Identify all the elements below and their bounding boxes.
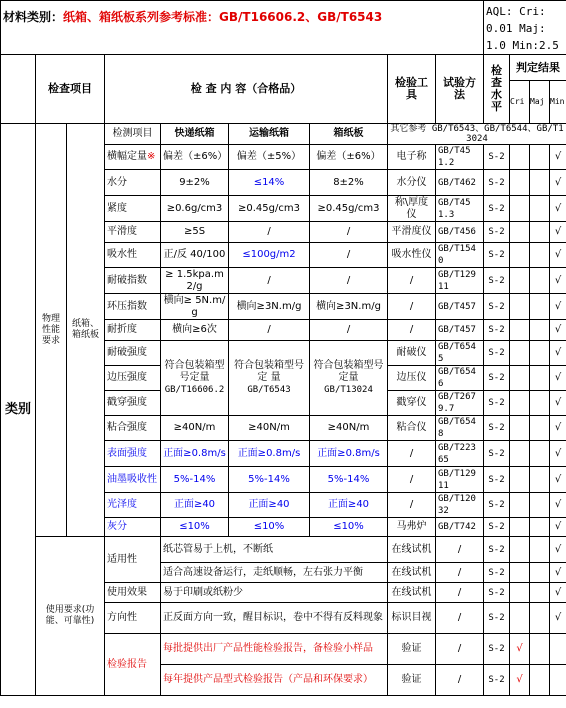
row-name — [105, 341, 161, 366]
spec-c: 正面≥0.8m/s — [310, 441, 388, 467]
min-check: √ — [550, 320, 566, 341]
row-name — [105, 170, 161, 196]
level: S-2 — [484, 603, 510, 634]
spec-c: 8±2% — [310, 170, 388, 196]
col-tool: 检验工具 — [388, 55, 436, 124]
row-name-text: 平滑度 — [107, 226, 137, 237]
maj-cell — [530, 441, 550, 467]
level: S-2 — [484, 537, 510, 563]
level: S-2 — [484, 243, 510, 268]
min-check — [550, 634, 566, 665]
usage-name: 使用效果 — [105, 583, 161, 603]
spec-b: / — [229, 268, 310, 294]
maj-cell — [530, 416, 550, 441]
min-check: √ — [550, 196, 566, 222]
tool: 水分仪 — [388, 170, 436, 196]
maj-cell — [530, 170, 550, 196]
cri-cell — [510, 170, 530, 196]
cri-cell — [510, 441, 530, 467]
col-method: 试验方法 — [436, 55, 484, 124]
level: S-2 — [484, 366, 510, 391]
usage-content: 适合高速设备运行，走纸顺畅，左右张力平衡 — [161, 563, 388, 583]
method: GB/T451.2 — [436, 145, 484, 170]
min-check: √ — [550, 341, 566, 366]
spec-b: ≤10% — [229, 518, 310, 537]
sub-a: 快递纸箱 — [161, 124, 229, 145]
spec-b: 正面≥0.8m/s — [229, 441, 310, 467]
method: GB/T457 — [436, 294, 484, 320]
level: S-2 — [484, 222, 510, 243]
maj-cell — [530, 634, 550, 665]
spec-b: ≤100g/m2 — [229, 243, 310, 268]
level: S-2 — [484, 563, 510, 583]
spec-text: 符合包装箱型号定量 — [164, 360, 225, 383]
method: GB/T12032 — [436, 493, 484, 518]
row-name-text: 灰分 — [107, 521, 127, 532]
col-item: 检查项目 — [36, 55, 105, 124]
col-level: 检查水平 — [484, 55, 510, 124]
spec-b: 偏差（±5%） — [229, 145, 310, 170]
sub-c: 箱纸板 — [310, 124, 388, 145]
row-name-text: 油墨吸收性 — [107, 473, 157, 485]
spec-a: 正/反 40/100 — [161, 243, 229, 268]
spec-c: ≤10% — [310, 518, 388, 537]
min-check: √ — [550, 416, 566, 441]
spec-c: 5%-14% — [310, 467, 388, 493]
cri-cell — [510, 416, 530, 441]
tool: 在线试机 — [388, 563, 436, 583]
method: GB/T6545 — [436, 341, 484, 366]
header-standard: 参考标准：GB/T16606.2、GB/T6543 — [159, 10, 383, 24]
usage-content: 正反面方向一致，醒目标识，卷中不得有反料现象 — [161, 603, 388, 634]
header-category: 纸箱、箱纸板系列 — [63, 10, 160, 24]
level: S-2 — [484, 416, 510, 441]
group-board: 纸箱、箱纸板 — [67, 124, 105, 537]
usage-name: 检验报告 — [105, 634, 161, 696]
spec-b: 横向≥3N.m/g — [229, 294, 310, 320]
min-check: √ — [550, 170, 566, 196]
tool: 吸水性仪 — [388, 243, 436, 268]
row-name-text: 粘合强度 — [107, 422, 147, 433]
category-blank — [1, 55, 36, 124]
method: / — [436, 583, 484, 603]
cri-cell — [510, 222, 530, 243]
method: / — [436, 563, 484, 583]
row-name-text: 紧度 — [107, 202, 127, 214]
method: GB/T457 — [436, 320, 484, 341]
row-name — [105, 222, 161, 243]
level: S-2 — [484, 196, 510, 222]
level: S-2 — [484, 170, 510, 196]
min-check: √ — [550, 391, 566, 416]
level: S-2 — [484, 467, 510, 493]
maj-cell — [530, 537, 550, 563]
maj-cell — [530, 268, 550, 294]
maj-cell — [530, 366, 550, 391]
sub-other: 其它参考 GB/T6543、GB/T6544、GB/T13024 — [388, 124, 566, 145]
col-cri: Cri — [510, 81, 530, 124]
spec-a: ≥0.6g/cm3 — [161, 196, 229, 222]
method: GB/T12911 — [436, 268, 484, 294]
spec-c: / — [310, 243, 388, 268]
header-title — [1, 1, 484, 55]
usage-content: 易于印刷或纸粉少 — [161, 583, 388, 603]
cri-cell — [510, 391, 530, 416]
maj-cell — [530, 603, 550, 634]
maj-cell — [530, 320, 550, 341]
level: S-2 — [484, 493, 510, 518]
usage-content: 每批提供出厂产品性能检验报告，备检验小样品 — [161, 634, 388, 665]
row-name — [105, 467, 161, 493]
method: / — [436, 603, 484, 634]
cri-cell — [510, 493, 530, 518]
usage-name: 适用性 — [105, 537, 161, 583]
row-name-text: 耐折度 — [107, 324, 137, 335]
spec-b: / — [229, 320, 310, 341]
cri-check — [510, 603, 530, 634]
cri-cell — [510, 366, 530, 391]
cri-check: √ — [510, 634, 530, 665]
row-name — [105, 268, 161, 294]
group-usage: 使用要求(功能、可靠性) — [36, 537, 105, 696]
spec-a: 正面≥0.8m/s — [161, 441, 229, 467]
spec-a: 横向≥ 5N.m/g — [161, 294, 229, 320]
min-check: √ — [550, 493, 566, 518]
tool: / — [388, 320, 436, 341]
min-check: √ — [550, 537, 566, 563]
level: S-2 — [484, 391, 510, 416]
row-name — [105, 493, 161, 518]
maj-cell — [530, 467, 550, 493]
min-check: √ — [550, 583, 566, 603]
method: GB/T6546 — [436, 366, 484, 391]
method: GB/T6548 — [436, 416, 484, 441]
category-label: 类别 — [1, 124, 36, 696]
maj-cell — [530, 243, 550, 268]
level: S-2 — [484, 294, 510, 320]
spec-c: 正面≥40 — [310, 493, 388, 518]
method: GB/T742 — [436, 518, 484, 537]
row-name-text: 吸水性 — [107, 249, 137, 260]
cri-cell — [510, 145, 530, 170]
spec-c: / — [310, 268, 388, 294]
tool: 在线试机 — [388, 537, 436, 563]
spec-a: ≥5S — [161, 222, 229, 243]
row-name — [105, 366, 161, 391]
min-check: √ — [550, 145, 566, 170]
spec-b: / — [229, 222, 310, 243]
row-name — [105, 391, 161, 416]
row-name — [105, 243, 161, 268]
tool: 标识目视 — [388, 603, 436, 634]
header-label: 材料类别： — [3, 10, 64, 24]
min-check: √ — [550, 268, 566, 294]
sub-item: 检测项目 — [105, 124, 161, 145]
min-check: √ — [550, 243, 566, 268]
level: S-2 — [484, 634, 510, 665]
maj-cell — [530, 391, 550, 416]
col-judge: 判定结果 — [510, 55, 566, 81]
tool: 边压仪 — [388, 366, 436, 391]
tool: / — [388, 493, 436, 518]
row-name-text: 水分 — [107, 176, 127, 188]
tool: 在线试机 — [388, 583, 436, 603]
method: GB/T1540 — [436, 243, 484, 268]
cri-cell — [510, 196, 530, 222]
col-content: 检 查 内 容（合格品） — [105, 55, 388, 124]
min-check: √ — [550, 294, 566, 320]
spec-c: / — [310, 222, 388, 243]
cri-check — [510, 583, 530, 603]
row-name-text: 表面强度 — [107, 447, 147, 459]
spec-std: GB/T6543 — [247, 385, 291, 395]
col-min: Min — [550, 81, 566, 124]
row-name — [105, 294, 161, 320]
maj-cell — [530, 294, 550, 320]
cri-check: √ — [510, 665, 530, 696]
level: S-2 — [484, 320, 510, 341]
row-name — [105, 145, 161, 170]
tool: 戳穿仪 — [388, 391, 436, 416]
cri-cell — [510, 341, 530, 366]
tool: / — [388, 294, 436, 320]
spec-std: GB/T16606.2 — [164, 385, 225, 395]
maj-cell — [530, 341, 550, 366]
maj-cell — [530, 145, 550, 170]
min-check: √ — [550, 366, 566, 391]
level: S-2 — [484, 665, 510, 696]
min-check — [550, 665, 566, 696]
row-name — [105, 416, 161, 441]
usage-content: 纸芯管易于上机，不断纸 — [161, 537, 388, 563]
cri-check — [510, 563, 530, 583]
row-name-text: 戳穿强度 — [107, 397, 147, 408]
row-name-text: 边压强度 — [107, 372, 147, 383]
tool: 电子称 — [388, 145, 436, 170]
spec-c: ≥0.45g/cm3 — [310, 196, 388, 222]
row-name-text: 光泽度 — [107, 499, 137, 510]
spec-a: 横向≥6次 — [161, 320, 229, 341]
method: / — [436, 665, 484, 696]
tool: 马弗炉 — [388, 518, 436, 537]
spec-b — [229, 341, 310, 416]
min-check: √ — [550, 603, 566, 634]
spec-a: 正面≥40 — [161, 493, 229, 518]
method: GB/T22365 — [436, 441, 484, 467]
level: S-2 — [484, 441, 510, 467]
spec-a: ≤10% — [161, 518, 229, 537]
level: S-2 — [484, 583, 510, 603]
cri-cell — [510, 320, 530, 341]
spec-a: ≥ 1.5kpa.m2/g — [161, 268, 229, 294]
spec-a: 5%-14% — [161, 467, 229, 493]
spec-c: 横向≥3N.m/g — [310, 294, 388, 320]
tool: / — [388, 467, 436, 493]
min-check: √ — [550, 441, 566, 467]
row-name — [105, 196, 161, 222]
spec-b: ≥40N/m — [229, 416, 310, 441]
cri-cell — [510, 518, 530, 537]
method: / — [436, 537, 484, 563]
spec-a: 9±2% — [161, 170, 229, 196]
tool: 称\厚度仪 — [388, 196, 436, 222]
row-name-text: 耐破强度 — [107, 347, 147, 358]
usage-content: 每年提供产品型式检验报告（产品和环保要求） — [161, 665, 388, 696]
spec-b: ≤14% — [229, 170, 310, 196]
maj-cell — [530, 518, 550, 537]
cri-cell — [510, 268, 530, 294]
col-maj: Maj — [530, 81, 550, 124]
min-check: √ — [550, 222, 566, 243]
tool: 平滑度仪 — [388, 222, 436, 243]
spec-a: ≥40N/m — [161, 416, 229, 441]
row-name — [105, 441, 161, 467]
usage-name: 方向性 — [105, 603, 161, 634]
spec-a — [161, 341, 229, 416]
method: GB/T462 — [436, 170, 484, 196]
level: S-2 — [484, 268, 510, 294]
maj-cell — [530, 493, 550, 518]
maj-cell — [530, 222, 550, 243]
method: GB/T12911 — [436, 467, 484, 493]
maj-cell — [530, 665, 550, 696]
tool: 耐破仪 — [388, 341, 436, 366]
aql-text: AQL: Cri: 0.01 Maj: 1.0 Min:2.5 — [484, 1, 566, 55]
spec-a: 偏差（±6%） — [161, 145, 229, 170]
spec-c: ≥40N/m — [310, 416, 388, 441]
level: S-2 — [484, 145, 510, 170]
spec-c: 偏差（±6%） — [310, 145, 388, 170]
method: / — [436, 634, 484, 665]
spec-text: 符合包装箱型号 定 量 — [234, 360, 304, 383]
method: GB/T451.3 — [436, 196, 484, 222]
row-name-text: 横幅定量 — [107, 151, 147, 162]
important-mark: ※ — [147, 151, 156, 162]
spec-text: 符合包装箱型号定量 — [313, 360, 384, 383]
method: GB/T2679.7 — [436, 391, 484, 416]
tool: 验证 — [388, 634, 436, 665]
cri-cell — [510, 243, 530, 268]
sub-b: 运输纸箱 — [229, 124, 310, 145]
spec-b: ≥0.45g/cm3 — [229, 196, 310, 222]
min-check: √ — [550, 467, 566, 493]
cri-check — [510, 537, 530, 563]
row-name-text: 环压指数 — [107, 300, 147, 312]
row-name — [105, 518, 161, 537]
spec-b: 正面≥40 — [229, 493, 310, 518]
spec-b: 5%-14% — [229, 467, 310, 493]
level: S-2 — [484, 518, 510, 537]
maj-cell — [530, 563, 550, 583]
tool: / — [388, 441, 436, 467]
row-name-text: 耐破指数 — [107, 274, 147, 286]
min-check: √ — [550, 563, 566, 583]
tool: / — [388, 268, 436, 294]
maj-cell — [530, 583, 550, 603]
spec-c: / — [310, 320, 388, 341]
spec-std: GB/T13024 — [324, 385, 373, 395]
tool: 粘合仪 — [388, 416, 436, 441]
tool: 验证 — [388, 665, 436, 696]
group-physical: 物理性能要求 — [36, 124, 67, 537]
table-row — [1, 537, 566, 563]
cri-cell — [510, 294, 530, 320]
level: S-2 — [484, 341, 510, 366]
min-check: √ — [550, 518, 566, 537]
method: GB/T456 — [436, 222, 484, 243]
maj-cell — [530, 196, 550, 222]
row-name — [105, 320, 161, 341]
spec-c — [310, 341, 388, 416]
cri-cell — [510, 467, 530, 493]
